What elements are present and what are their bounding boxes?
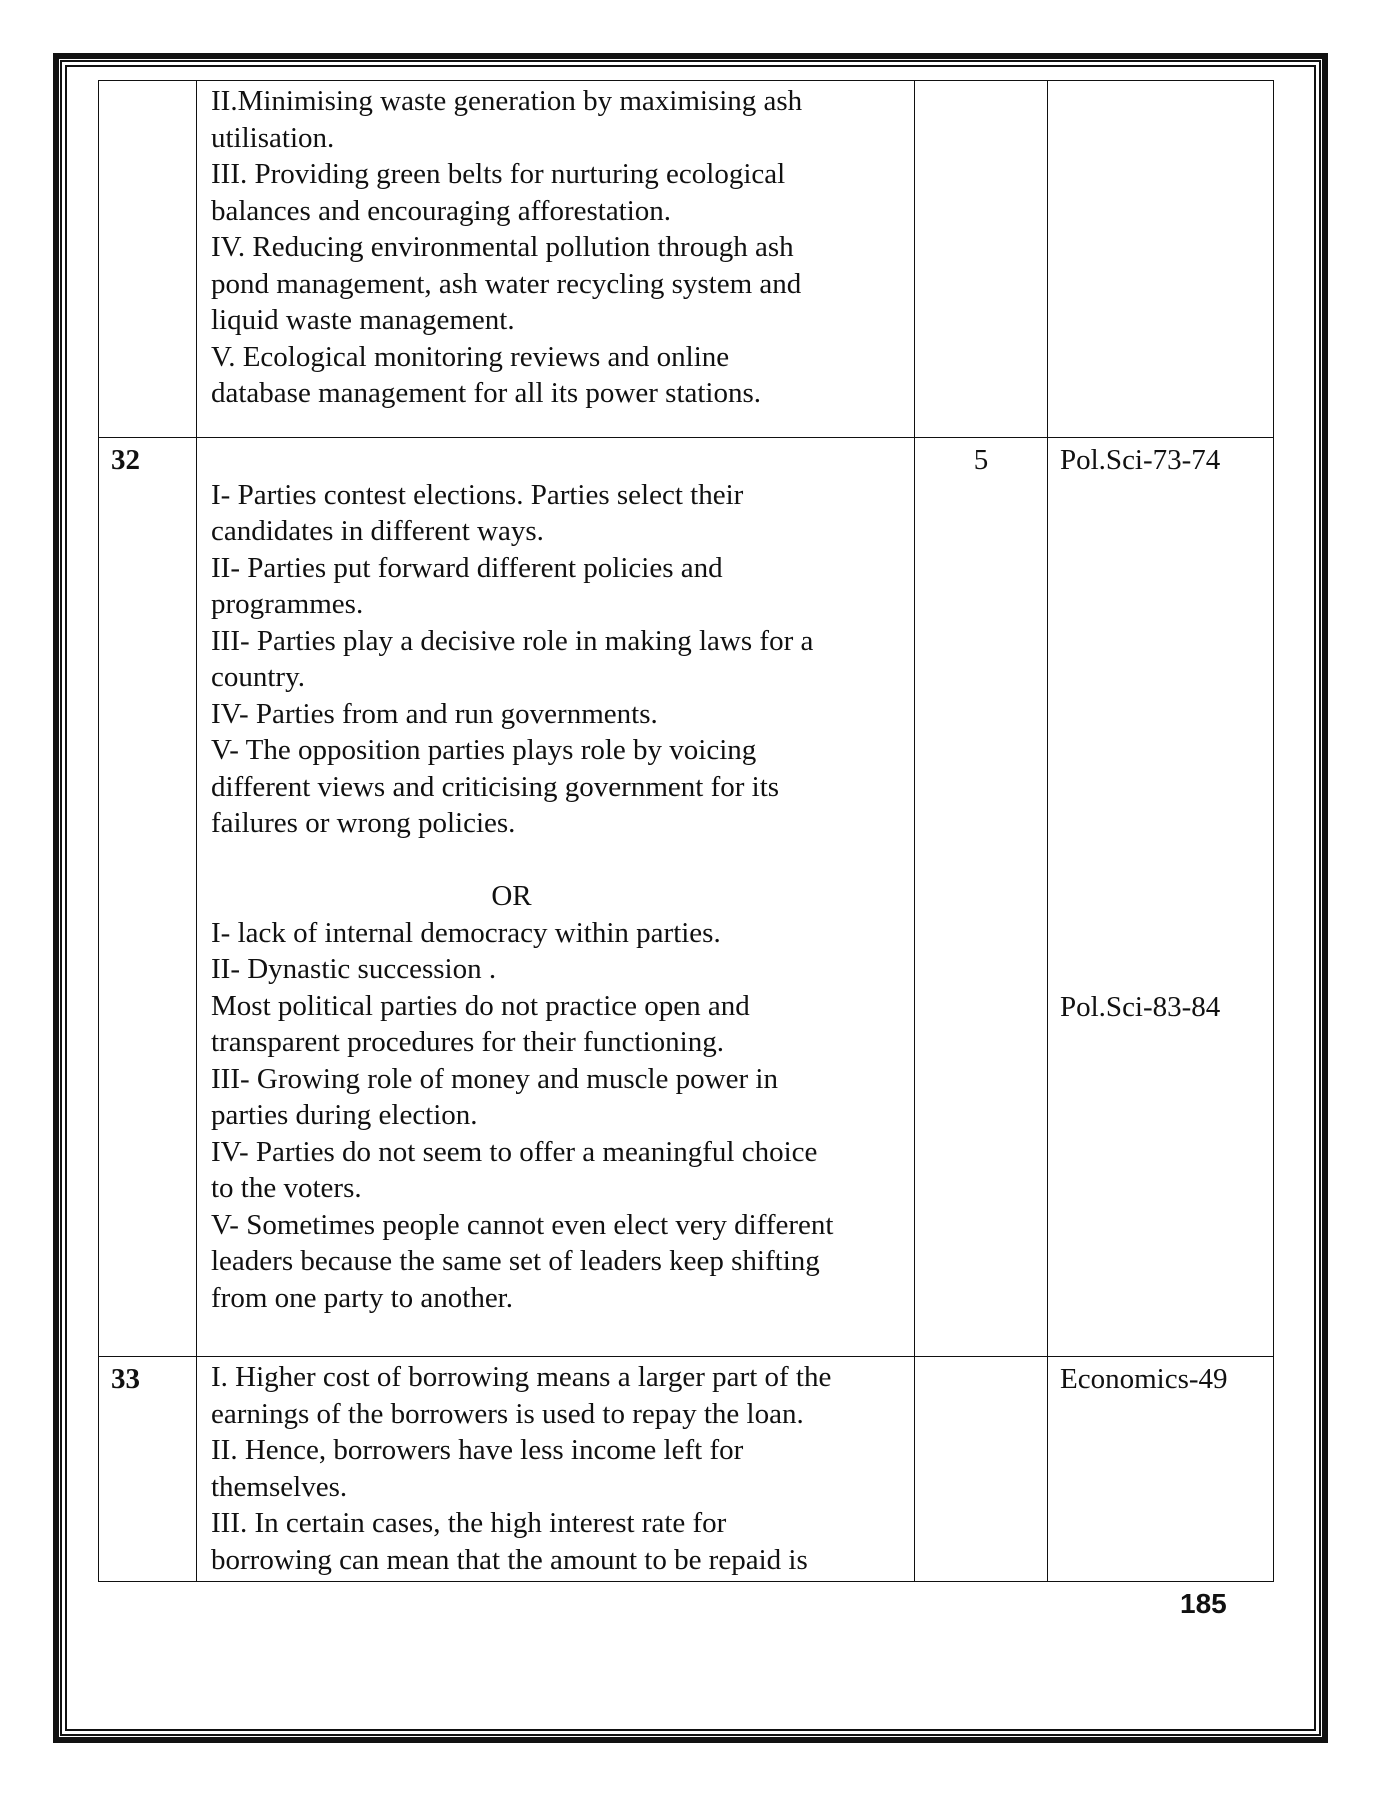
reference-cell — [1048, 81, 1274, 438]
answer-line: I- lack of internal democracy within parties. — [211, 916, 721, 949]
answer-line: III- Growing role of money and muscle power in — [211, 1062, 778, 1095]
answer-line: balances and encouraging afforestation. — [211, 194, 672, 227]
answer-line: candidates in different ways. — [211, 515, 544, 547]
page-number: 185 — [1180, 1588, 1227, 1619]
answer-line: V. Ecological monitoring reviews and online — [211, 340, 730, 373]
answer-line: II.Minimising waste generation by maximising ash — [211, 85, 803, 117]
answer-line: from one party to another. — [211, 1281, 513, 1314]
answer-line: failures or wrong policies. — [211, 807, 516, 839]
answer-line: I- Parties contest elections. Parties select their — [211, 478, 744, 511]
table-row — [99, 438, 1274, 1357]
answer-line: different views and criticising government for its — [211, 770, 780, 803]
answer-line: III. Providing green belts for nurturing ecological — [211, 158, 786, 190]
reference-text-or: Pol.Sci-83-84 — [1060, 990, 1221, 1023]
answer-line: programmes. — [211, 588, 364, 620]
answer-line: III. In certain cases, the high interest rate for — [211, 1507, 727, 1539]
answer-line: to the voters. — [211, 1172, 362, 1204]
marks-cell: 5 — [915, 438, 1048, 1357]
answer-line: IV- Parties do not seem to offer a meaningful choice — [211, 1135, 818, 1168]
answer-line: II- Parties put forward different policies and — [211, 551, 723, 584]
answer-line: II. Hence, borrowers have less income left for — [211, 1434, 744, 1466]
answer-line: database management for all its power stations. — [211, 377, 762, 409]
answer-line: V- The opposition parties plays role by voicing — [211, 734, 757, 766]
answer-line: leaders because the same set of leaders keep shifting — [211, 1245, 820, 1277]
answer-line: utilisation. — [211, 121, 335, 154]
answer-line: parties during election. — [211, 1099, 478, 1131]
answer-line: transparent procedures for their functioning. — [211, 1026, 724, 1058]
answer-line: earnings of the borrowers is used to repay the loan. — [211, 1397, 804, 1430]
answer-line: II- Dynastic succession . — [211, 953, 497, 985]
marks-cell — [915, 81, 1048, 438]
answer-line: borrowing can mean that the amount to be repaid is — [211, 1543, 808, 1576]
answer-line: IV. Reducing environmental pollution through ash — [211, 231, 794, 263]
table-row — [99, 1357, 1274, 1582]
answer-line: themselves. — [211, 1470, 348, 1503]
answer-line: country. — [211, 661, 305, 693]
table-row — [99, 81, 1274, 438]
marks-cell — [915, 1357, 1048, 1582]
reference-text: Pol.Sci-73-74 — [1060, 444, 1221, 476]
answer-cell — [197, 81, 915, 438]
answer-line: I. Higher cost of borrowing means a larger part of the — [211, 1361, 832, 1393]
answer-line: V- Sometimes people cannot even elect very different — [211, 1208, 834, 1241]
or-separator: OR — [491, 880, 532, 912]
answer-cell — [197, 1357, 915, 1582]
reference-cell: Economics-49 — [1048, 1357, 1274, 1582]
reference-cell — [1048, 438, 1274, 1357]
answer-line: pond management, ash water recycling system and — [211, 267, 802, 300]
answer-key-table — [98, 80, 1274, 1582]
question-number-cell: 33 — [99, 1357, 197, 1582]
answer-line: III- Parties play a decisive role in making laws for a — [211, 624, 814, 657]
question-number-cell — [99, 81, 197, 438]
answer-line: liquid waste management. — [211, 304, 515, 336]
answer-cell — [197, 438, 915, 1357]
answer-line: Most political parties do not practice open and — [211, 989, 750, 1022]
question-number-cell: 32 — [99, 438, 197, 1357]
answer-line: IV- Parties from and run governments. — [211, 697, 658, 730]
